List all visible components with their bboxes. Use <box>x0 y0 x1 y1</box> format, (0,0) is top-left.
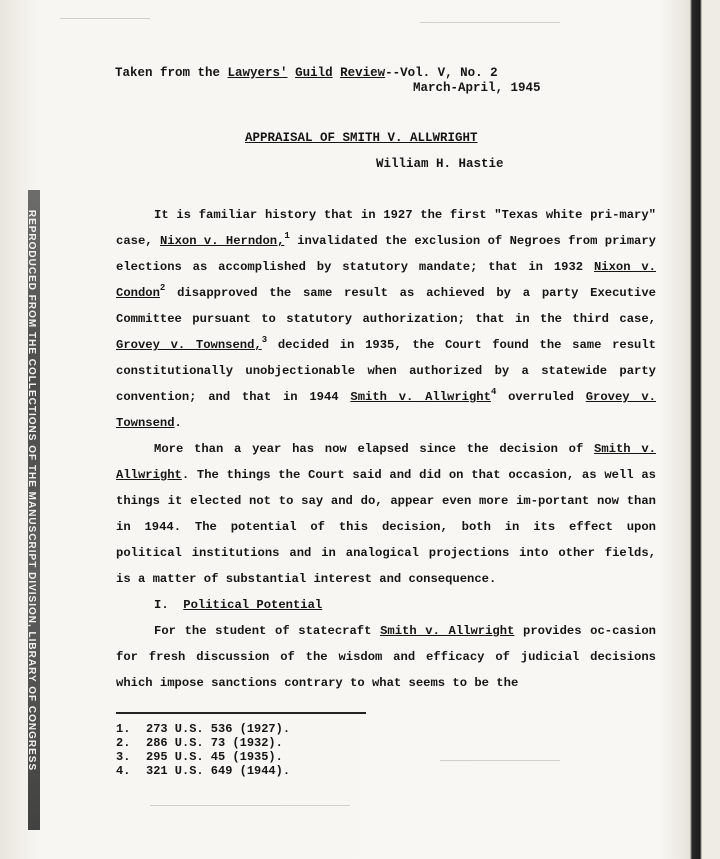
journal-word-1: Lawyers' <box>227 66 288 80</box>
footnote-ref: 2 <box>159 283 166 293</box>
footnote-item: 2. 286 U.S. 73 (1932). <box>116 736 283 750</box>
article-author: William H. Hastie <box>376 157 504 171</box>
paragraph-1: It is familiar history that in 1927 the first "Texas white pri-mary" case, Nixon v. Herndon,$^1$ invalidated the exclusion of Negroes from primary elections as accomplished by statutory mandate; that in 1932 Nixon v. Condon$^2$ disapproved the same result as achieved by a party Executive Committee pursuant to statutory authorization; that in the third case, Grovey v. Townsend,$^3$ decided in 1935, the Court found the same result constitutionally unobjectionable when authorized by a statewide party convention; and that in 1944 Smith v. Allwright$^4$ overruled Grovey v. Townsend. <box>116 208 656 430</box>
footnote-divider <box>116 712 366 714</box>
footnote-item: 3. 295 U.S. 45 (1935). <box>116 750 283 764</box>
side-note-text: REPRODUCED FROM THE COLLECTIONS OF THE MANUSCRIPT DIVISION, LIBRARY OF CONGRESS <box>26 209 38 771</box>
footnote-item: 4. 321 U.S. 649 (1944). <box>116 764 291 778</box>
source-line-1: Taken from the Lawyers' Guild Review--Vol. V, No. 2 <box>115 66 498 80</box>
footnote-ref: 1 <box>284 231 290 241</box>
case-citation: Grovey v. Townsend, <box>116 338 262 352</box>
archive-side-note <box>12 209 52 771</box>
paragraph-3: For the student of statecraft Smith v. Allwright provides oc-casion for fresh discussion of the wisdom and efficacy of judicial decisions which impose sanctions contrary to what seems to be the <box>116 624 656 690</box>
section-number: I. <box>154 598 169 612</box>
section-heading <box>116 592 656 618</box>
footnote-ref: 4 <box>490 387 497 397</box>
journal-word-2: Guild <box>295 66 333 80</box>
footnote-item: 1. 273 U.S. 536 (1927). <box>116 722 291 736</box>
case-citation: Nixon v. Herndon, <box>159 234 285 248</box>
case-citation: Nixon v. Condon <box>116 260 656 300</box>
case-citation: Smith v. Allwright <box>350 390 491 404</box>
article-title: APPRAISAL OF SMITH V. ALLWRIGHT <box>245 131 478 145</box>
source-header <box>115 66 541 95</box>
case-citation: Grovey v. Townsend <box>116 390 656 430</box>
section-title: Political Potential <box>183 598 323 612</box>
article-body <box>116 202 656 696</box>
footnote-ref: 3 <box>261 335 268 345</box>
journal-word-3: Review <box>340 66 386 80</box>
case-citation: Smith v. Allwright <box>380 624 515 638</box>
footnotes <box>116 722 290 778</box>
source-line-2: March-April, 1945 <box>413 81 541 95</box>
paragraph-2: More than a year has now elapsed since the decision of Smith v. Allwright. The things the Court said and did on that occasion, as well as things it elected not to say and do, appear even more im-portant now than in 1944. The potential of this decision, both in its effect upon political institutions and in analogical projections into other fields, is a matter of substantial interest and consequence. <box>116 442 656 586</box>
case-citation: Smith v. Allwright <box>116 442 656 482</box>
